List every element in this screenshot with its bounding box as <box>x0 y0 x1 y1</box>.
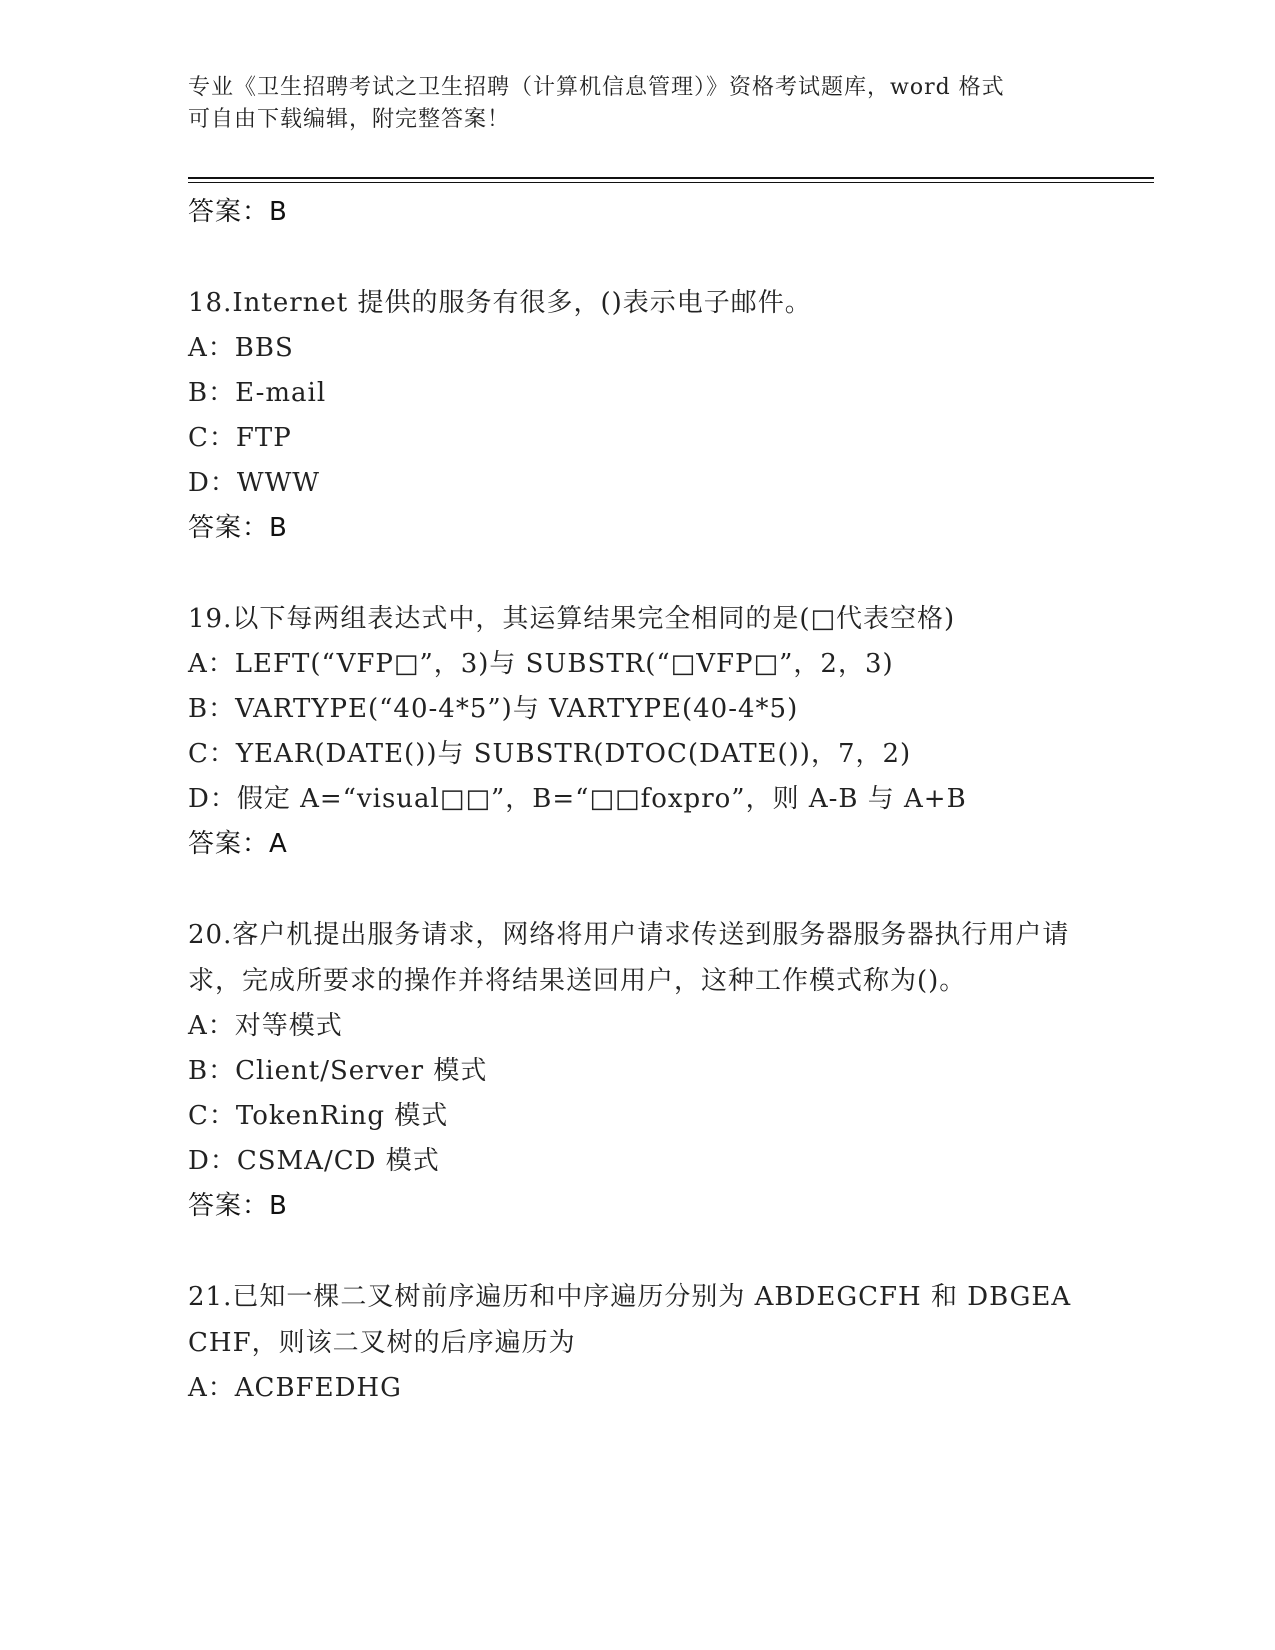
spacer <box>188 234 1088 280</box>
option-c: C：YEAR(DATE())与 SUBSTR(DTOC(DATE())，7，2) <box>188 739 912 769</box>
option-d: D：CSMA/CD 模式 <box>188 1146 440 1176</box>
document-header <box>188 72 1088 136</box>
option-a: A：LEFT(“VFP□”，3)与 SUBSTR(“□VFP□”，2，3) <box>188 649 894 679</box>
option-b: B：VARTYPE(“40-4*5”)与 VARTYPE(40-4*5) <box>188 694 799 724</box>
question-text: 19.以下每两组表达式中，其运算结果完全相同的是(□代表空格) <box>188 604 956 634</box>
question-text: 20.客户机提出服务请求，网络将用户请求传送到服务器服务器执行用户请求，完成所要求的操作并将结果送回用户，这种工作模式称为()。 <box>188 920 1070 996</box>
option-c: C：FTP <box>188 423 292 453</box>
previous-answer: 答案：B <box>188 197 288 227</box>
option-a: A：BBS <box>188 333 294 363</box>
question-20 <box>188 912 1088 1228</box>
option-a: A：ACBFEDHG <box>188 1373 402 1403</box>
question-19 <box>188 596 1088 866</box>
header-divider-thick <box>188 177 1154 179</box>
question-21 <box>188 1274 1088 1411</box>
option-b: B：E-mail <box>188 378 327 408</box>
answer: 答案：A <box>188 829 288 859</box>
question-list <box>188 190 1088 1411</box>
spacer <box>188 1228 1088 1274</box>
answer: 答案：B <box>188 1191 288 1221</box>
option-b: B：Client/Server 模式 <box>188 1056 488 1086</box>
question-18 <box>188 280 1088 550</box>
header-line-2: 可自由下载编辑，附完整答案！ <box>188 107 511 132</box>
header-line-1: 专业《卫生招聘考试之卫生招聘（计算机信息管理）》资格考试题库，word 格式 <box>188 75 1005 100</box>
option-a: A：对等模式 <box>188 1011 343 1041</box>
spacer <box>188 866 1088 912</box>
spacer <box>188 550 1088 596</box>
header-divider-thin <box>188 182 1154 183</box>
question-text: 21.已知一棵二叉树前序遍历和中序遍历分别为 ABDEGCFH 和 DBGEACHF，则该二叉树的后序遍历为 <box>188 1282 1072 1358</box>
option-c: C：TokenRing 模式 <box>188 1101 449 1131</box>
option-d: D：假定 A=“visual□□”，B=“□□foxpro”，则 A-B 与 A+B <box>188 784 967 814</box>
answer: 答案：B <box>188 513 288 543</box>
option-d: D：WWW <box>188 468 321 498</box>
question-text: 18.Internet 提供的服务有很多，()表示电子邮件。 <box>188 288 812 318</box>
